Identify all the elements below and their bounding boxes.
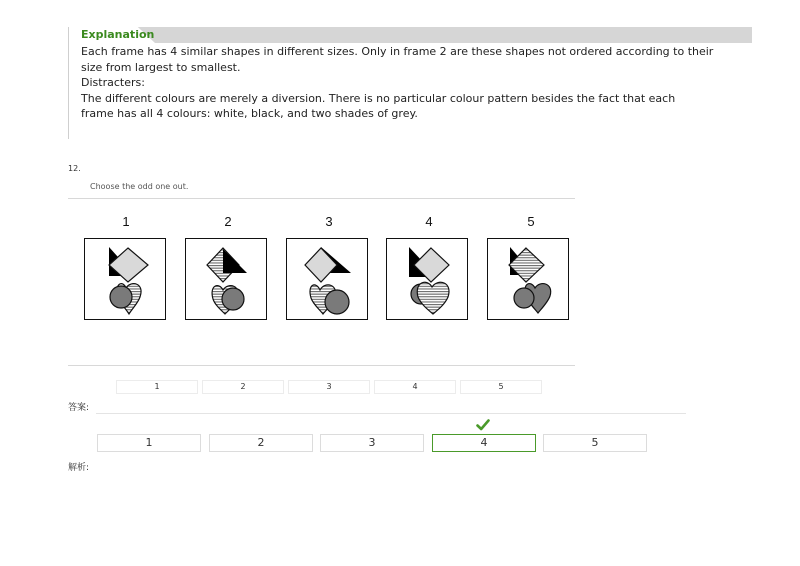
option-4[interactable]: 4 [374, 380, 456, 394]
frame-label-2: 2 [224, 214, 232, 229]
explanation-line: Each frame has 4 similar shapes in different sizes. Only in frame 2 are these shapes not ordered according to their [81, 45, 714, 58]
answer-option-4-correct[interactable]: 4 [432, 434, 536, 452]
answer-label: 答案: [68, 403, 90, 413]
explanation-header-bar [69, 27, 752, 43]
frame-label-4: 4 [425, 214, 433, 229]
puzzle-frame-1 [84, 238, 166, 320]
option-3[interactable]: 3 [288, 380, 370, 394]
explanation-text [81, 44, 749, 122]
explanation-line: Distracters: [81, 76, 145, 89]
answer-option-2[interactable]: 2 [209, 434, 313, 452]
option-5[interactable]: 5 [460, 380, 542, 394]
explanation-line: frame has all 4 colours: white, black, and two shades of grey. [81, 107, 418, 120]
puzzle-frame-2 [185, 238, 267, 320]
answer-option-1[interactable]: 1 [97, 434, 201, 452]
option-1[interactable]: 1 [116, 380, 198, 394]
frame-label-5: 5 [527, 214, 535, 229]
explanation-panel [68, 27, 752, 139]
frame-label-3: 3 [325, 214, 333, 229]
divider [96, 413, 686, 414]
divider [68, 198, 575, 199]
explanation-line: size from largest to smallest. [81, 60, 241, 74]
frame-label-1: 1 [122, 214, 130, 229]
divider [68, 365, 575, 366]
explanation-title: Explanation [81, 28, 155, 41]
explanation-line: The different colours are merely a diversion. There is no particular colour pattern besides the fact that each [81, 91, 676, 105]
answer-option-5[interactable]: 5 [543, 434, 647, 452]
checkmark-icon [476, 419, 490, 431]
question-prompt: Choose the odd one out. [90, 182, 189, 191]
analysis-label: 解析: [68, 463, 90, 473]
option-2[interactable]: 2 [202, 380, 284, 394]
puzzle-frame-3 [286, 238, 368, 320]
answer-option-3[interactable]: 3 [320, 434, 424, 452]
question-number: 12. [68, 164, 81, 173]
puzzle-frame-4 [386, 238, 468, 320]
puzzle-frame-5 [487, 238, 569, 320]
